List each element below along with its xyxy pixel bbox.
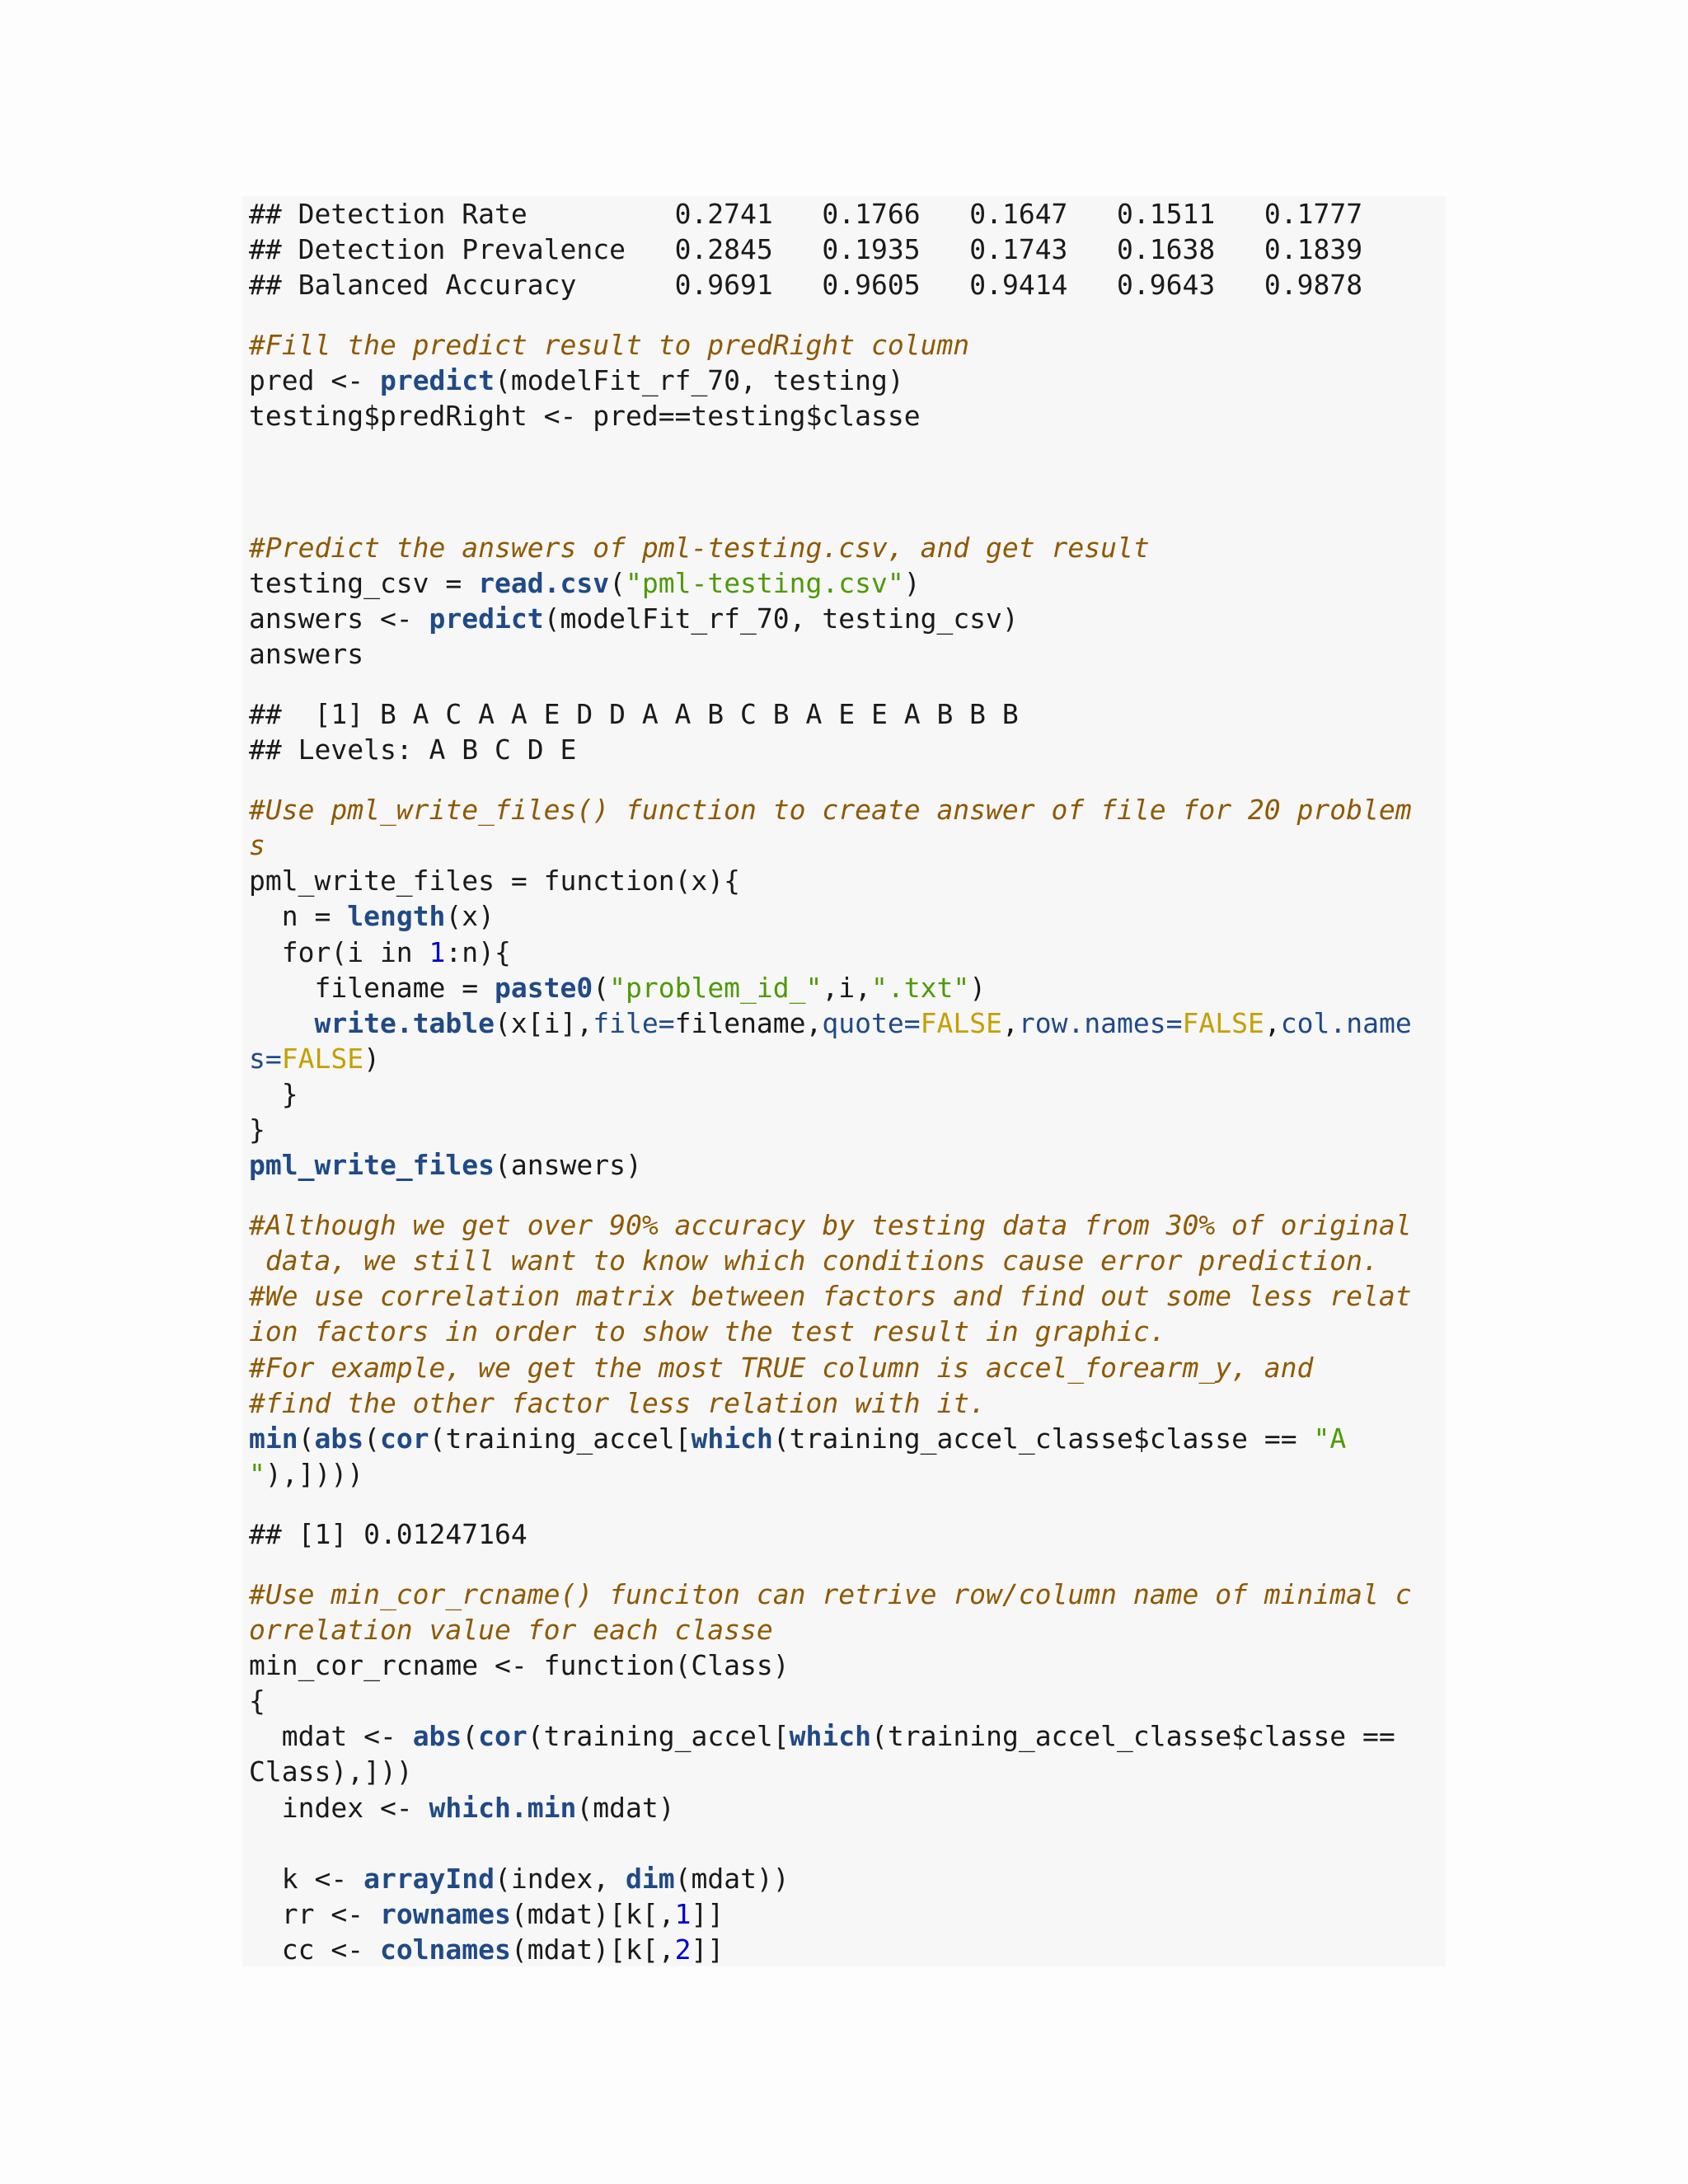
function-name: pml_write_files	[249, 1149, 495, 1182]
blank-line	[249, 1825, 1446, 1861]
code-text: (	[462, 1720, 479, 1753]
code-text: n =	[249, 900, 348, 933]
argument-name: file=	[593, 1006, 675, 1039]
code-text: rr <-	[249, 1897, 380, 1930]
code-text: (training_accel_classe$classe ==	[772, 1422, 1314, 1455]
function-name: predict	[379, 364, 495, 397]
code-text: ,i,	[822, 971, 871, 1004]
function-name: rownames	[379, 1897, 511, 1930]
stats-value: 0.9414	[969, 269, 1068, 302]
code-text: (mdat)[k[,	[510, 1933, 675, 1966]
code-text: (	[363, 1422, 380, 1455]
argument-name: quote=	[822, 1006, 921, 1039]
function-name: which	[789, 1720, 872, 1753]
code-text: ,	[1001, 1006, 1019, 1039]
code-text: (training_accel_classe$classe ==	[871, 1720, 1395, 1753]
code-text: k <-	[249, 1862, 364, 1895]
keyword-literal: FALSE	[920, 1006, 1002, 1039]
code-text: (index,	[495, 1862, 626, 1895]
code-text: (training_accel[	[429, 1422, 692, 1455]
code-line	[249, 898, 1446, 934]
code-text: )	[969, 971, 987, 1004]
code-comment: #Predict the answers of pml-testing.csv, and get result	[249, 531, 1150, 564]
code-comment: #Fill the predict result to predRight column	[249, 329, 970, 362]
code-text: (	[609, 566, 626, 599]
code-comment: #find the other factor less relation with it.	[249, 1386, 987, 1419]
code-text: )	[903, 566, 921, 599]
stats-value: 0.1935	[822, 233, 921, 266]
function-name: predict	[429, 602, 544, 635]
code-text: filename,	[674, 1006, 823, 1039]
code-line	[249, 1861, 1446, 1896]
stats-value: 0.9643	[1117, 269, 1216, 302]
code-line: {	[249, 1685, 265, 1718]
code-line	[249, 1456, 1446, 1492]
output-line: ## Levels: A B C D E	[249, 733, 577, 766]
code-text: answers <-	[249, 602, 429, 635]
code-comment: #Use min_cor_rcname() funciton can retrive row/column name of minimal c	[249, 1578, 1412, 1610]
stats-value: 0.2845	[674, 233, 773, 266]
code-line: Class),]))	[249, 1755, 413, 1788]
function-name: length	[347, 900, 446, 933]
code-text: (	[298, 1422, 315, 1455]
stats-value: 0.1647	[969, 198, 1068, 230]
string-literal: ".txt"	[871, 971, 970, 1004]
function-name: colnames	[379, 1933, 511, 1966]
code-comment: orrelation value for each classe	[249, 1614, 773, 1647]
function-name: arrayInd	[363, 1862, 495, 1895]
string-literal: "	[249, 1457, 265, 1490]
code-panel	[242, 196, 1446, 1966]
stats-value: 0.9691	[674, 269, 773, 302]
code-text: (x[i],	[495, 1006, 593, 1039]
stats-value: 0.9605	[822, 269, 921, 302]
function-name: read.csv	[478, 566, 610, 599]
code-comment: ion factors in order to show the test result in graphic.	[249, 1315, 1166, 1348]
argument-name: col.name	[1280, 1006, 1412, 1039]
code-line: min_cor_rcname <- function(Class)	[249, 1649, 790, 1682]
code-line	[249, 363, 1446, 398]
code-text: (mdat)	[576, 1791, 675, 1824]
code-text: cc <-	[249, 1933, 380, 1966]
code-line	[249, 1896, 1446, 1932]
stats-value: 0.1766	[822, 198, 921, 230]
stats-label: ## Detection Prevalence	[249, 233, 675, 266]
code-text: mdat <-	[249, 1720, 413, 1753]
code-line: }	[249, 1077, 298, 1110]
stats-value: 0.1638	[1117, 233, 1216, 266]
code-comment: #Although we get over 90% accuracy by testing data from 30% of original	[249, 1209, 1412, 1242]
stats-value: 0.1839	[1264, 233, 1363, 266]
code-text: pred <-	[249, 364, 380, 397]
code-text: ]]	[691, 1897, 724, 1930]
function-name: cor	[379, 1422, 429, 1455]
code-text: filename =	[249, 971, 495, 1004]
code-text: for(i in	[249, 935, 429, 968]
code-comment: #Use pml_write_files() function to create answer of file for 20 problem	[249, 794, 1412, 827]
code-line	[249, 1718, 1446, 1754]
code-line	[249, 565, 1446, 601]
stats-value: 0.1777	[1264, 198, 1363, 230]
code-text: )	[363, 1042, 380, 1075]
function-name: paste0	[495, 971, 593, 1004]
code-text: ,	[1264, 1006, 1281, 1039]
code-line	[249, 601, 1446, 636]
function-name: dim	[625, 1862, 675, 1895]
code-text: (x)	[445, 900, 495, 933]
stats-row-detection-prevalence	[249, 232, 1446, 267]
code-line: pml_write_files = function(x){	[249, 865, 741, 898]
code-text: (	[593, 971, 610, 1004]
stats-row-balanced-accuracy	[249, 267, 1446, 302]
stats-value: 0.1511	[1117, 198, 1216, 230]
code-text: (modelFit_rf_70, testing_csv)	[543, 602, 1019, 635]
code-line	[249, 935, 1446, 970]
keyword-literal: FALSE	[1182, 1006, 1264, 1039]
code-line: testing$predRight <- pred==testing$classe	[249, 400, 921, 433]
code-text: index <-	[249, 1791, 429, 1824]
argument-name: s=	[249, 1042, 282, 1075]
code-text: testing_csv =	[249, 566, 479, 599]
code-line: answers	[249, 637, 364, 670]
function-name: abs	[314, 1422, 364, 1455]
string-literal: "pml-testing.csv"	[625, 566, 904, 599]
code-text: (mdat))	[674, 1862, 790, 1895]
stats-row-detection-rate	[249, 196, 1446, 232]
code-text: :n){	[445, 935, 511, 968]
code-text: ]]	[691, 1933, 724, 1966]
number-literal: 1	[429, 935, 446, 968]
code-line	[249, 970, 1446, 1005]
code-line	[249, 1041, 1446, 1076]
function-name: which	[691, 1422, 773, 1455]
code-line	[249, 1147, 1446, 1183]
stats-label: ## Balanced Accuracy	[249, 269, 675, 302]
stats-value: 0.1743	[969, 233, 1068, 266]
code-text: (training_accel[	[527, 1720, 790, 1753]
keyword-literal: FALSE	[281, 1042, 364, 1075]
number-literal: 2	[674, 1933, 692, 1966]
code-comment: #For example, we get the most TRUE column is accel_forearm_y, and	[249, 1351, 1314, 1384]
code-line: }	[249, 1113, 265, 1146]
code-comment: s	[249, 829, 265, 862]
output-line: ## [1] B A C A A E D D A A B C B A E E A B B B	[249, 697, 1019, 730]
stats-value: 0.9878	[1264, 269, 1363, 302]
code-line	[249, 1005, 1446, 1041]
code-text: (mdat)[k[,	[510, 1897, 675, 1930]
code-text	[249, 1007, 314, 1039]
code-text: (modelFit_rf_70, testing)	[495, 364, 904, 397]
function-name: cor	[478, 1720, 528, 1753]
function-name: abs	[412, 1720, 462, 1753]
code-line	[249, 1932, 1446, 1967]
code-line	[249, 1421, 1446, 1456]
function-name: min	[249, 1422, 298, 1455]
argument-name: row.names=	[1018, 1006, 1183, 1039]
string-literal: "problem_id_"	[609, 971, 823, 1004]
output-line: ## [1] 0.01247164	[249, 1517, 528, 1550]
string-literal: "A	[1313, 1422, 1347, 1455]
code-line	[249, 1790, 1446, 1825]
code-text: ),])))	[265, 1457, 364, 1490]
code-comment: #We use correlation matrix between factors and find out some less relat	[249, 1280, 1412, 1313]
number-literal: 1	[674, 1897, 692, 1930]
stats-value: 0.2741	[674, 198, 773, 230]
function-name: write.table	[314, 1006, 495, 1039]
stats-label: ## Detection Rate	[249, 198, 675, 230]
function-name: which.min	[429, 1791, 577, 1824]
code-text: (answers)	[495, 1149, 642, 1182]
code-comment: data, we still want to know which conditions cause error prediction.	[249, 1244, 1379, 1277]
